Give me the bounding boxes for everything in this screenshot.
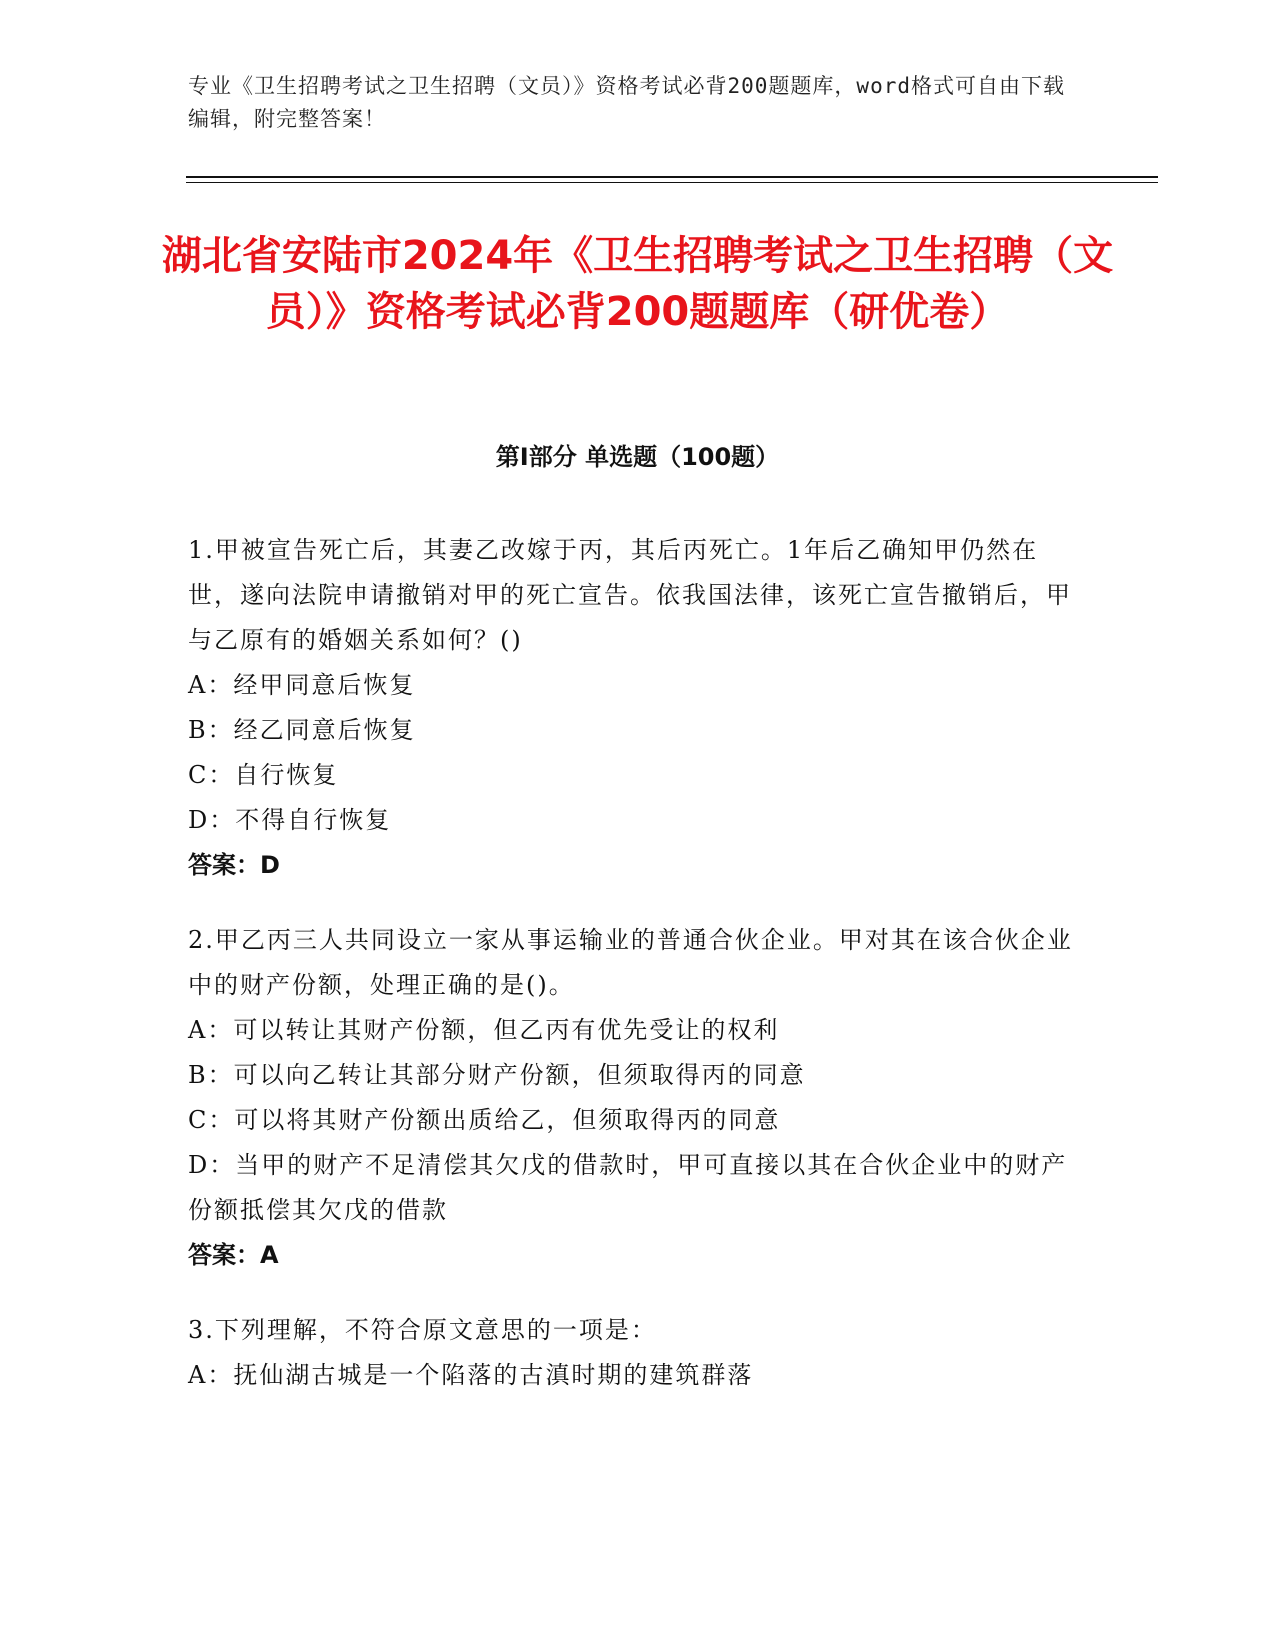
option-a: A：经甲同意后恢复 bbox=[188, 671, 416, 699]
answer-label: 答案：D bbox=[188, 851, 280, 879]
header-note: 专业《卫生招聘考试之卫生招聘（文员）》资格考试必背200题题库，word格式可自由下载编辑，附完整答案！ bbox=[188, 74, 1065, 131]
section-title: 第Ⅰ部分 单选题（100题） bbox=[495, 443, 780, 471]
option-c: C：自行恢复 bbox=[188, 761, 339, 789]
question-list bbox=[188, 528, 1078, 1428]
question-stem: 2.甲乙丙三人共同设立一家从事运输业的普通合伙企业。甲对其在该合伙企业中的财产份额，处理正确的是()。 bbox=[188, 926, 1073, 999]
question-stem: 3.下列理解，不符合原文意思的一项是： bbox=[188, 1316, 657, 1344]
option-b: B：经乙同意后恢复 bbox=[188, 716, 416, 744]
option-d: D：不得自行恢复 bbox=[188, 806, 392, 834]
option-d: D：当甲的财产不足清偿其欠戊的借款时，甲可直接以其在合伙企业中的财产份额抵偿其欠戊的借款 bbox=[188, 1151, 1068, 1224]
answer-label: 答案：A bbox=[188, 1241, 279, 1269]
question-1 bbox=[188, 528, 1078, 888]
header-divider-thin bbox=[186, 182, 1158, 183]
option-a: A：抚仙湖古城是一个陷落的古滇时期的建筑群落 bbox=[188, 1361, 754, 1389]
option-c: C：可以将其财产份额出质给乙，但须取得丙的同意 bbox=[188, 1106, 781, 1134]
option-b: B：可以向乙转让其部分财产份额，但须取得丙的同意 bbox=[188, 1061, 806, 1089]
question-3 bbox=[188, 1308, 1078, 1398]
header-divider-thick bbox=[186, 176, 1158, 178]
document-title: 湖北省安陆市2024年《卫生招聘考试之卫生招聘（文员）》资格考试必背200题题库（研优卷） bbox=[161, 233, 1114, 335]
question-stem: 1.甲被宣告死亡后，其妻乙改嫁于丙，其后丙死亡。1年后乙确知甲仍然在世，遂向法院申请撤销对甲的死亡宣告。依我国法律，该死亡宣告撤销后，甲与乙原有的婚姻关系如何？() bbox=[188, 536, 1072, 654]
option-a: A：可以转让其财产份额，但乙丙有优先受让的权利 bbox=[188, 1016, 780, 1044]
question-2 bbox=[188, 918, 1078, 1278]
